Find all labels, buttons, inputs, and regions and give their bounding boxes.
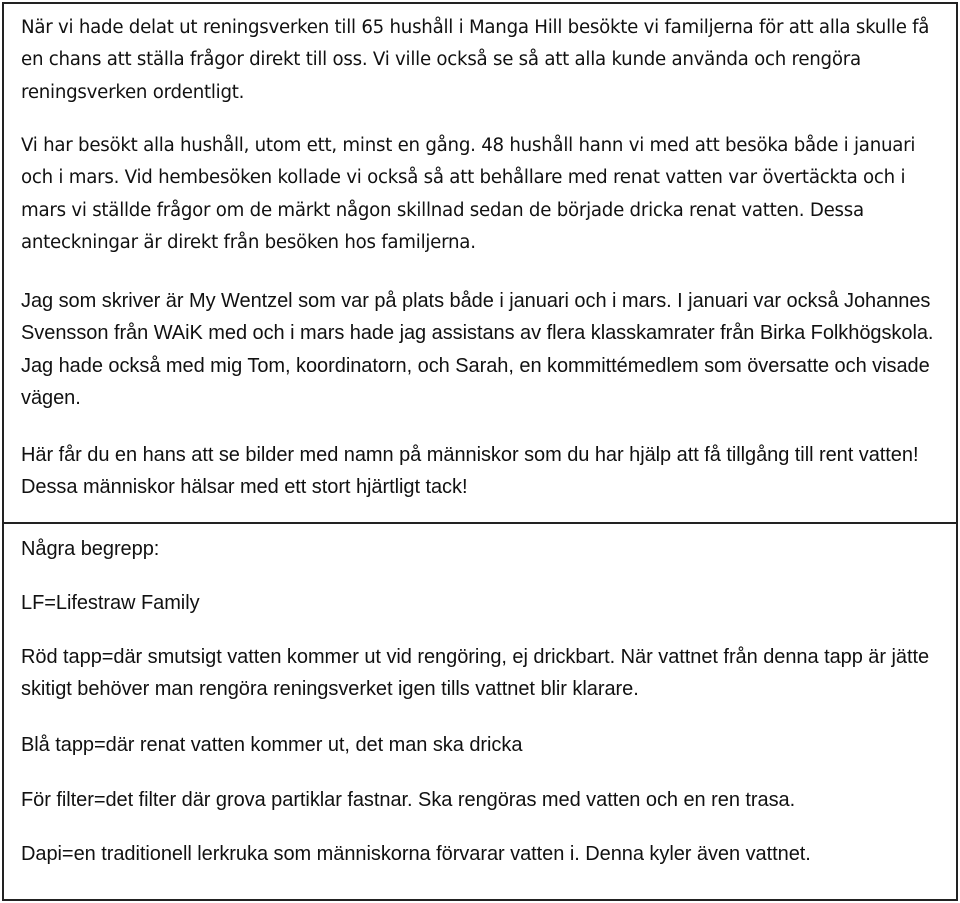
term-lf: LF=Lifestraw Family (21, 592, 200, 614)
term-dapi: Dapi=en traditionell lerkruka som människorna förvarar vatten i. Denna kyler även vattnet. (21, 843, 811, 865)
intro-section (2, 2, 958, 524)
terms-heading: Några begrepp: (21, 538, 160, 560)
term-bla-tapp: Blå tapp=där renat vatten kommer ut, det man ska dricka (21, 734, 523, 756)
term-rod-tapp: Röd tapp=där smutsigt vatten kommer ut vid rengöring, ej drickbart. När vattnet från denna tapp är jätte skitigt behöver man rengöra reningsverket igen tills vattnet blir klarare. (21, 646, 930, 701)
intro-paragraph-3: Jag som skriver är My Wentzel som var på plats både i januari och i mars. I januari var också Johannes Svensson från WAiK med och i mars hade jag assistans av flera klasskamrater från Birka Folkhögskola. Jag hade också med mig Tom, koordinatorn, och Sarah, en kommittémedlem som översatte och visade vägen. (21, 290, 934, 409)
intro-paragraph-4: Här får du en hans att se bilder med namn på människor som du har hjälp att få tillgång till rent vatten! Dessa människor hälsar med ett stort hjärtligt tack! (21, 444, 919, 499)
terms-section (2, 522, 958, 901)
intro-paragraph-1: När vi hade delat ut reningsverken till 65 hushåll i Manga Hill besökte vi familjerna för att alla skulle få en chans att ställa frågor direkt till oss. Vi ville också se så att alla kunde använda och rengöra reningsverken ordentligt. (21, 17, 930, 103)
intro-paragraph-2: Vi har besökt alla hushåll, utom ett, minst en gång. 48 hushåll hann vi med att besöka både i januari och i mars. Vid hembesöken kollade vi också så att behållare med renat vatten var övertäckta och i mars vi ställde frågor om de märkt någon skillnad sedan de började dricka renat vatten. Dessa anteckningar är direkt från besöken hos familjerna. (21, 135, 916, 253)
term-for-filter: För filter=det filter där grova partiklar fastnar. Ska rengöras med vatten och en ren trasa. (21, 789, 796, 811)
